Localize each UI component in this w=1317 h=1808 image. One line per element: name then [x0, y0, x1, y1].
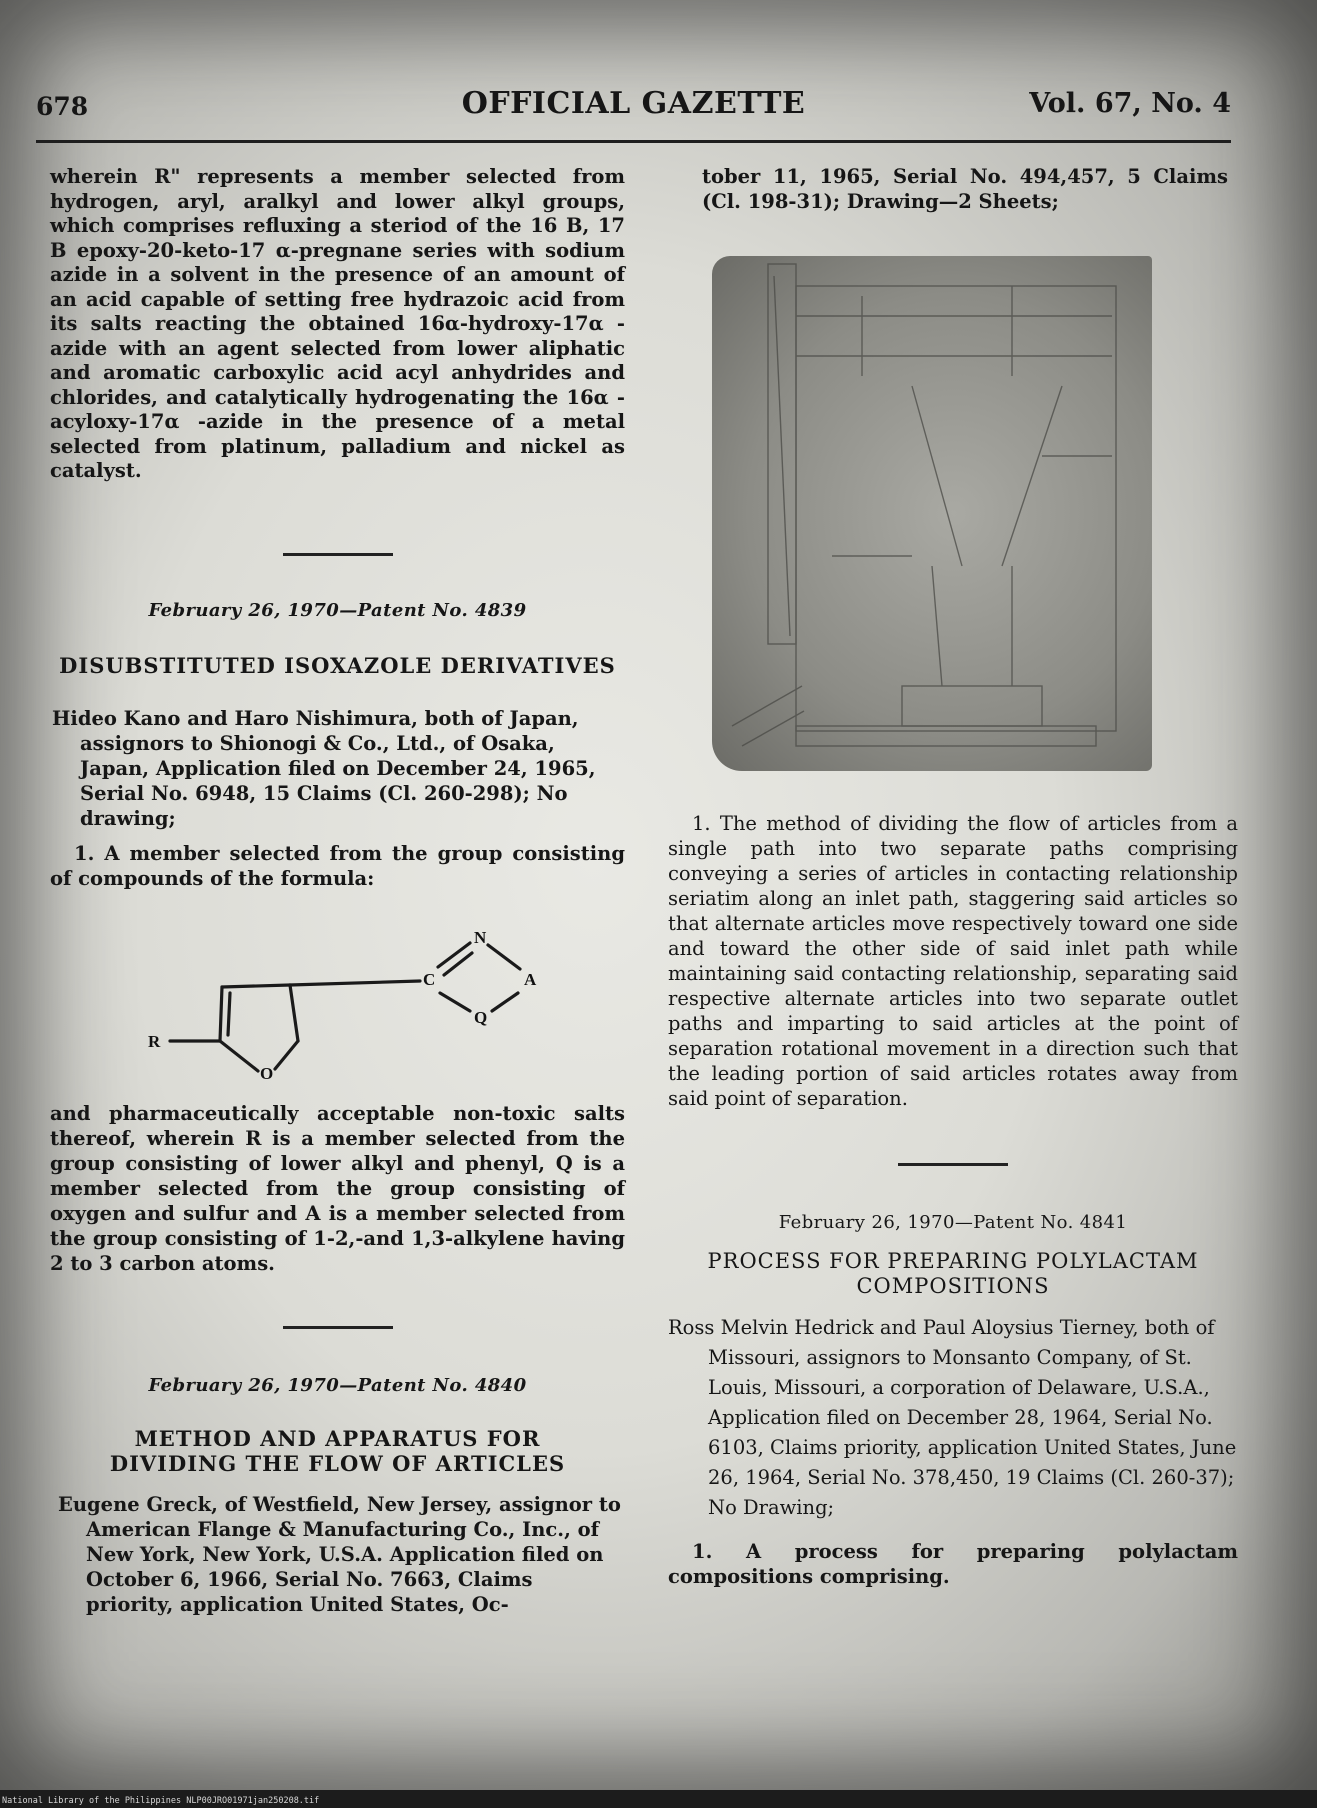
patent-drawing [712, 256, 1152, 771]
patent-claim-intro: 1. A member selected from the group consisting of compounds of the formula: [50, 842, 625, 890]
section-divider [283, 553, 393, 556]
patent-claim: 1. The method of dividing the flow of articles from a single path into two separate paths comprising conveying a series of articles in contacting relationship seriatim along an inlet path, staggering said articles so that alternate articles move respectively toward one side and toward the other side of said inlet path while maintaining said contacting relationship, separating said respective alternate articles into two separate outlet paths and imparting to said articles at the point of separation rotational movement in a direction such that the leading portion of said articles rotates away from said point of separation. [668, 812, 1238, 1110]
continuation-text: wherein R" represents a member selected from hydrogen, aryl, aralkyl and lower alkyl groups, which comprises refluxing a steriod of the 16 B, 17 B epoxy-20-keto-17 α-pregnane series with sodium azide in a solvent in the presence of an amount of an acid capable of setting free hydrazoic acid from its salts reacting the obtained 16α-hydroxy-17α -azide with an agent selected from lower aliphatic and aromatic carboxylic acid acyl anhydrides and chlorides, and catalytically hydrogenating the 16α -acyloxy-17α -azide in the presence of a metal selected from platinum, palladium and nickel as catalyst. [50, 165, 625, 482]
gazette-title: OFFICIAL GAZETTE [461, 86, 806, 121]
patent-claim-body: and pharmaceutically acceptable non-toxic salts thereof, wherein R is a member selected from the group consisting of lower alkyl and phenyl, Q is a member selected from the group consisting of oxygen and sulfur and A is a member selected from the group consisting of 1-2,-and 1,3-alkylene having 2 to 3 carbon atoms. [50, 1102, 625, 1275]
section-divider [898, 1163, 1008, 1166]
formula-label-r: R [148, 1032, 161, 1051]
patent-inventors: Hideo Kano and Haro Nishimura, both of Japan, assignors to Shionogi & Co., Ltd., of Osaka, Japan, Application filed on December 24, 1965, Serial No. 6948, 15 Claims (Cl. 260-298); No drawing; [52, 707, 596, 830]
patent-inventors: Eugene Greck, of Westfield, New Jersey, assignor to American Flange & Manufacturing Co., Inc., of New York, New York, U.S.A. Application filed on October 6, 1966, Serial No. 7663, Claims priority, application United States, Oc- [58, 1493, 621, 1616]
continuation-text: tober 11, 1965, Serial No. 494,457, 5 Claims (Cl. 198-31); Drawing—2 Sheets; [702, 165, 1228, 213]
section-divider [283, 1326, 393, 1329]
formula-label-a: A [524, 970, 537, 989]
page-number: 678 [36, 92, 89, 121]
patent-claim: 1. A process for preparing polylactam compositions comprising. [668, 1540, 1238, 1588]
patent-date-line: February 26, 1970—Patent No. 4839 [148, 600, 527, 621]
patent-title: DISUBSTITUTED ISOXAZOLE DERIVATIVES [59, 653, 616, 678]
patent-date-line: February 26, 1970—Patent No. 4840 [148, 1375, 527, 1396]
scan-footer: National Library of the Philippines NLP00JRO01971jan250208.tif [2, 1796, 320, 1806]
volume-number: Vol. 67, No. 4 [1029, 88, 1231, 119]
isoxazole-structure-diagram [110, 901, 610, 1091]
chemical-formula [110, 901, 610, 1091]
apparatus-sketch [712, 256, 1152, 771]
patent-title: PROCESS FOR PREPARING POLYLACTAM COMPOSITIONS [707, 1249, 1199, 1298]
formula-label-n: N [474, 928, 487, 947]
formula-label-c: C [423, 970, 436, 989]
right-column [668, 165, 1238, 1589]
patent-title: METHOD AND APPARATUS FOR DIVIDING THE FLOW OF ARTICLES [109, 1426, 566, 1476]
patent-inventors: Ross Melvin Hedrick and Paul Aloysius Tierney, both of Missouri, assignors to Monsanto Company, of St. Louis, Missouri, a corporation of Delaware, U.S.A., Application filed on December 28, 1964, Serial No. 6103, Claims priority, application United States, June 26, 1964, Serial No. 378,450, 19 Claims (Cl. 260-37); No Drawing; [668, 1316, 1237, 1519]
page-header [36, 86, 1231, 134]
patent-date-line: February 26, 1970—Patent No. 4841 [778, 1212, 1128, 1233]
formula-label-o: O [260, 1064, 274, 1083]
left-column [50, 165, 625, 1617]
header-rule [36, 140, 1231, 143]
formula-label-q: Q [474, 1008, 488, 1027]
